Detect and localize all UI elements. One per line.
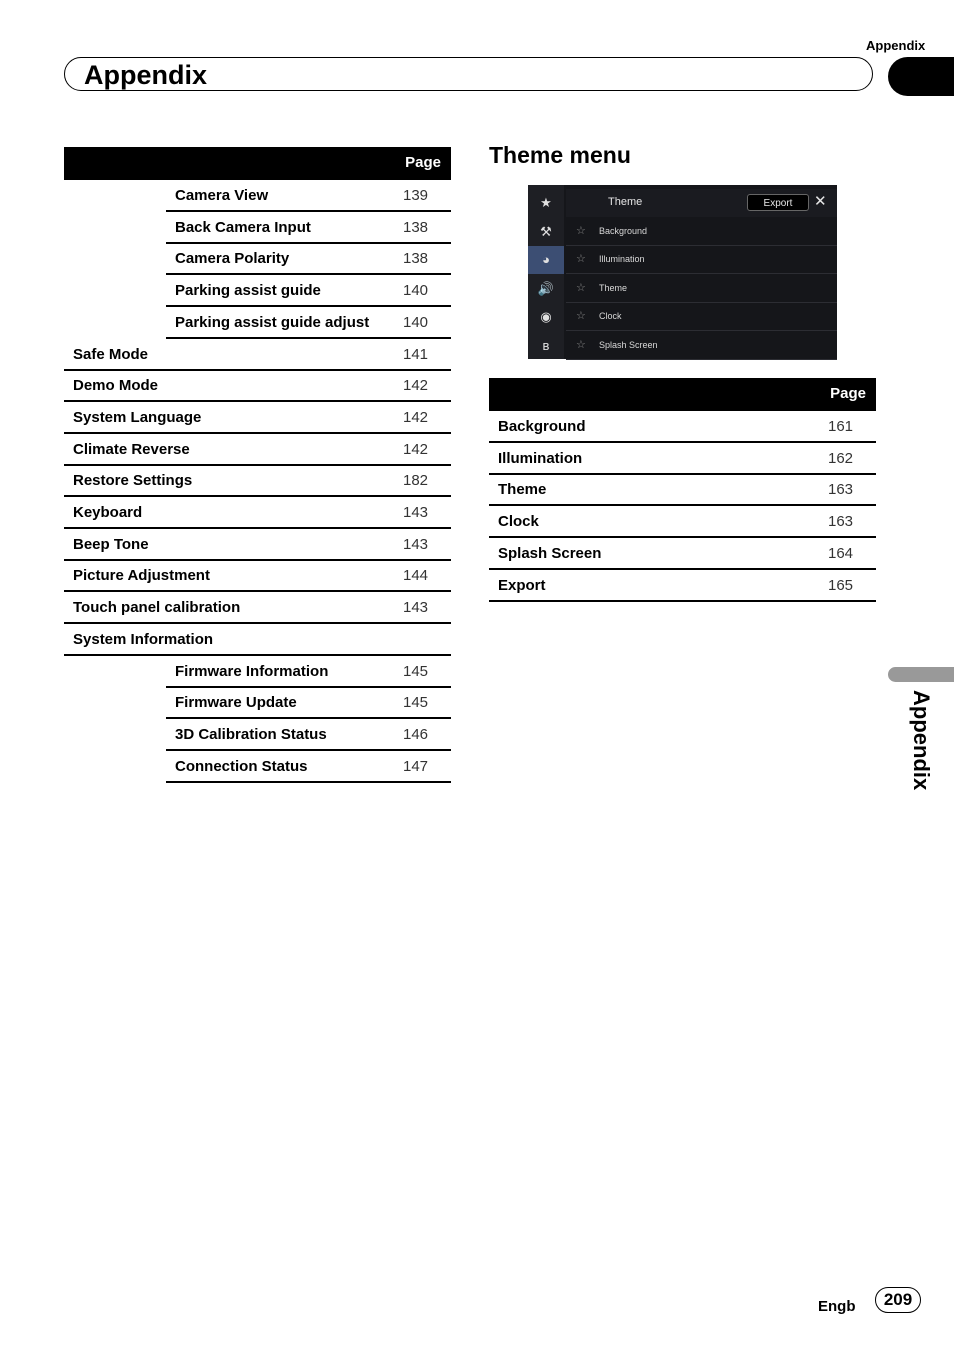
star-outline-icon: ☆ bbox=[576, 338, 586, 351]
row-page: 165 bbox=[828, 576, 854, 594]
sub-table-row bbox=[166, 243, 451, 275]
running-header-section: Appendix bbox=[866, 38, 926, 53]
close-icon: ✕ bbox=[814, 193, 827, 210]
row-label: Touch panel calibration bbox=[73, 599, 241, 617]
table-row bbox=[64, 339, 451, 371]
row-label: Demo Mode bbox=[73, 377, 159, 395]
row-label: Parking assist guide adjust bbox=[175, 313, 370, 331]
table-row bbox=[64, 465, 451, 497]
disc-icon: ◉ bbox=[540, 309, 552, 324]
star-outline-icon: ☆ bbox=[576, 253, 586, 266]
speaker-icon: 🔊 bbox=[537, 280, 555, 296]
row-page: 161 bbox=[828, 418, 854, 435]
menu-item-label: Illumination bbox=[599, 254, 645, 265]
sub-table-row bbox=[166, 212, 451, 244]
sub-table-row bbox=[166, 656, 451, 688]
screenshot-menu-item bbox=[566, 246, 837, 274]
row-label: Restore Settings bbox=[73, 472, 193, 490]
star-outline-icon: ☆ bbox=[576, 310, 586, 323]
row-page: 143 bbox=[403, 599, 429, 617]
row-page: 162 bbox=[828, 449, 854, 467]
table-row bbox=[64, 402, 451, 434]
row-label: Export bbox=[498, 576, 546, 594]
side-tab-label: Appendix bbox=[909, 690, 934, 791]
page-column-header: Page bbox=[405, 154, 441, 171]
row-label: Parking assist guide bbox=[175, 282, 321, 300]
table-row bbox=[489, 506, 876, 538]
row-label: Illumination bbox=[498, 449, 583, 467]
screenshot-side-rail bbox=[528, 185, 564, 359]
screenshot-menu-item bbox=[566, 303, 837, 331]
menu-item-label: Clock bbox=[599, 311, 622, 322]
table-row bbox=[64, 434, 451, 466]
table-row bbox=[64, 529, 451, 561]
row-page: 164 bbox=[828, 544, 854, 562]
menu-item-label: Theme bbox=[599, 282, 628, 293]
row-page: 139 bbox=[403, 187, 429, 204]
theme-palette-icon: ◕ bbox=[528, 246, 564, 274]
table-row bbox=[64, 370, 451, 402]
table-header bbox=[64, 147, 451, 180]
row-page: 145 bbox=[403, 662, 429, 680]
row-label: Connection Status bbox=[175, 757, 308, 775]
page-number: 209 bbox=[875, 1287, 921, 1313]
table-row bbox=[489, 411, 876, 443]
row-label: Keyboard bbox=[73, 504, 143, 521]
page-title: Appendix bbox=[84, 60, 208, 90]
sub-table-row bbox=[166, 180, 451, 212]
row-label: Camera Polarity bbox=[175, 250, 290, 268]
row-page: 142 bbox=[403, 377, 429, 395]
row-page: 138 bbox=[403, 218, 429, 236]
row-label: Splash Screen bbox=[498, 544, 602, 562]
row-label: Clock bbox=[498, 513, 539, 531]
header-black-tab bbox=[888, 57, 954, 96]
language-code: Engb bbox=[818, 1298, 856, 1315]
row-page: 146 bbox=[403, 725, 429, 743]
screenshot-menu-item bbox=[566, 332, 837, 360]
row-page: 163 bbox=[828, 481, 854, 499]
side-thumb-tab bbox=[888, 667, 954, 682]
row-label: Firmware Information bbox=[175, 662, 329, 680]
screenshot-title-bar bbox=[566, 189, 837, 217]
row-page: 147 bbox=[403, 757, 429, 775]
row-page: 143 bbox=[403, 504, 429, 521]
table-header bbox=[489, 378, 876, 411]
sub-table-row bbox=[166, 751, 451, 783]
row-label: Firmware Update bbox=[175, 694, 297, 712]
table-row bbox=[64, 592, 451, 624]
row-page: 140 bbox=[403, 282, 429, 300]
sub-table-row bbox=[166, 307, 451, 339]
row-label: 3D Calibration Status bbox=[175, 725, 327, 743]
row-page: 163 bbox=[828, 513, 854, 531]
row-page: 138 bbox=[403, 250, 429, 268]
row-page: 145 bbox=[403, 694, 429, 712]
row-label: System Language bbox=[73, 408, 202, 426]
row-page: 142 bbox=[403, 440, 429, 458]
row-label: Picture Adjustment bbox=[73, 567, 210, 585]
table-row bbox=[489, 538, 876, 570]
row-label: Climate Reverse bbox=[73, 440, 190, 458]
screenshot-menu-item bbox=[566, 218, 837, 246]
table-row bbox=[64, 624, 451, 656]
menu-item-label: Splash Screen bbox=[599, 339, 658, 350]
row-label: Back Camera Input bbox=[175, 218, 311, 236]
favorite-star-icon: ★ bbox=[540, 195, 552, 210]
sub-table-row bbox=[166, 719, 451, 751]
page-column-header: Page bbox=[830, 385, 866, 402]
sub-table-row bbox=[166, 275, 451, 307]
star-outline-icon: ☆ bbox=[576, 225, 586, 237]
screenshot-title: Theme bbox=[608, 196, 643, 208]
row-page: 140 bbox=[403, 313, 429, 331]
row-page: 182 bbox=[403, 472, 429, 490]
row-page: 144 bbox=[403, 567, 429, 585]
row-label: Camera View bbox=[175, 187, 269, 204]
section-heading: Theme menu bbox=[489, 142, 631, 168]
row-label: System Information bbox=[73, 630, 214, 648]
table-row bbox=[489, 570, 876, 602]
row-page: 142 bbox=[403, 408, 429, 426]
row-page: 143 bbox=[403, 535, 429, 553]
screenshot-menu-item bbox=[566, 275, 837, 303]
table-row bbox=[489, 474, 876, 506]
table-row bbox=[64, 497, 451, 529]
theme-menu-screenshot bbox=[528, 185, 837, 359]
row-page: 141 bbox=[403, 345, 429, 363]
menu-item-label: Background bbox=[599, 226, 648, 236]
tools-icon: ⚒ bbox=[540, 223, 552, 239]
row-label: Theme bbox=[498, 481, 547, 499]
star-outline-icon: ☆ bbox=[576, 281, 586, 294]
table-row bbox=[489, 443, 876, 475]
sub-table-row bbox=[166, 687, 451, 719]
row-label: Safe Mode bbox=[73, 345, 149, 363]
row-label: Beep Tone bbox=[73, 535, 149, 553]
export-button: Export bbox=[747, 194, 809, 211]
row-label: Background bbox=[498, 418, 586, 435]
table-row bbox=[64, 560, 451, 592]
bluetooth-icon: ʙ bbox=[542, 337, 550, 353]
